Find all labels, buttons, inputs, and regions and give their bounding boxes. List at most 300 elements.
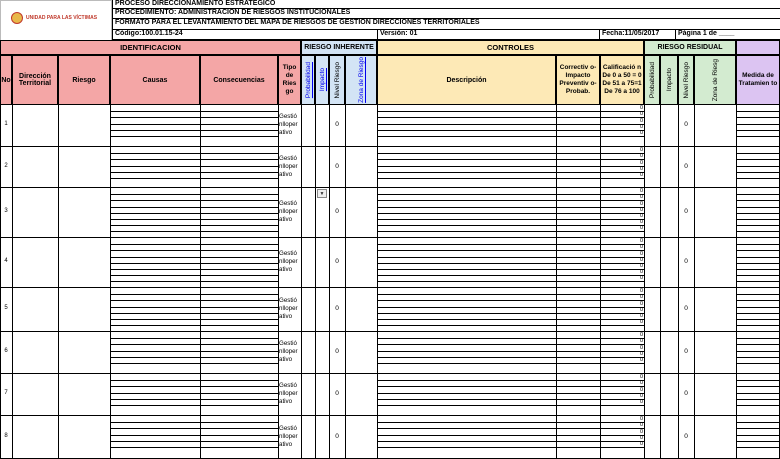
- residual-nivel-value: 0: [684, 348, 688, 355]
- subrow-line: [377, 166, 556, 167]
- calificacion-value: 0: [639, 350, 643, 357]
- subrow-line: [377, 200, 556, 201]
- col-medida[interactable]: [736, 55, 780, 105]
- subrow-line: [110, 325, 200, 326]
- nivel-riesgo-value: 0: [335, 390, 339, 397]
- column-divider: [736, 105, 737, 459]
- subrow-line: [736, 178, 780, 179]
- calificacion-value: 0: [639, 306, 643, 313]
- row-divider: [0, 373, 780, 374]
- subrow-line: [556, 269, 600, 270]
- subrow-line: [556, 166, 600, 167]
- col-res-probabilidad[interactable]: [644, 55, 660, 105]
- subrow-line: [556, 405, 600, 406]
- tipo-riesgo-value[interactable]: Gestió nlloper ativo: [279, 297, 298, 320]
- subrow-line: [377, 405, 556, 406]
- row-divider: [0, 146, 780, 147]
- subrow-line: [600, 136, 644, 137]
- subrow-line: [736, 393, 780, 394]
- calificacion-value: 0: [639, 165, 643, 172]
- subrow-line: [556, 213, 600, 214]
- col-res-zona[interactable]: [694, 55, 736, 105]
- subrow-line: [377, 435, 556, 436]
- subrow-line: [736, 166, 780, 167]
- subrow-line: [200, 386, 278, 387]
- col-tipo-label: Tipo de Ries go: [282, 64, 297, 95]
- subrow-line: [377, 250, 556, 251]
- subrow-line: [110, 399, 200, 400]
- col-no[interactable]: [0, 55, 12, 105]
- subrow-line: [556, 447, 600, 448]
- subrow-line: [556, 393, 600, 394]
- subrow-line: [110, 313, 200, 314]
- subrow-line: [556, 422, 600, 423]
- section-riesgo-residual: [644, 40, 736, 55]
- subrow-line: [377, 194, 556, 195]
- tipo-riesgo-value[interactable]: Gestió nlloper ativo: [279, 382, 298, 405]
- subrow-line: [200, 344, 278, 345]
- subrow-line: [110, 300, 200, 301]
- subrow-line: [110, 166, 200, 167]
- subrow-line: [556, 307, 600, 308]
- procedure-title: PROCEDIMIENTO: ADMINISTRACION DE RIESGOS INSTITUCIONALES: [112, 9, 780, 19]
- tipo-riesgo-value[interactable]: Gestió nlloper ativo: [279, 200, 298, 223]
- subrow-line: [110, 124, 200, 125]
- subrow-line: [556, 386, 600, 387]
- subrow-line: [200, 338, 278, 339]
- calificacion-value: 0: [639, 374, 643, 381]
- column-divider: [345, 105, 346, 459]
- subrow-line: [736, 441, 780, 442]
- subrow-line: [110, 275, 200, 276]
- subrow-line: [200, 363, 278, 364]
- calificacion-value: 0: [639, 200, 643, 207]
- subrow-line: [110, 363, 200, 364]
- subrow-line: [110, 269, 200, 270]
- subrow-line: [556, 194, 600, 195]
- calificacion-value: 0: [639, 399, 643, 405]
- calificacion-value: 0: [639, 250, 643, 257]
- calificacion-value: 0: [639, 392, 643, 399]
- subrow-line: [600, 325, 644, 326]
- tipo-riesgo-value[interactable]: Gestió nlloper ativo: [279, 250, 298, 273]
- subrow-line: [200, 136, 278, 137]
- subrow-line: [556, 250, 600, 251]
- residual-nivel-value: 0: [684, 208, 688, 215]
- subrow-line: [736, 447, 780, 448]
- column-divider: [556, 105, 557, 459]
- col-correctivo[interactable]: [556, 55, 600, 105]
- dropdown-arrow-icon[interactable]: ▼: [317, 189, 327, 198]
- subrow-line: [556, 294, 600, 295]
- subrow-line: [736, 313, 780, 314]
- subrow-line: [377, 231, 556, 232]
- row-divider: [0, 237, 780, 238]
- section-medida: [736, 40, 780, 55]
- subrow-line: [736, 294, 780, 295]
- subrow-line: [200, 117, 278, 118]
- subrow-line: [736, 307, 780, 308]
- column-divider: [110, 105, 111, 459]
- subrow-line: [736, 386, 780, 387]
- col-probabilidad[interactable]: [301, 55, 315, 105]
- row-number: 1: [4, 121, 8, 127]
- subrow-line: [736, 250, 780, 251]
- section-inherente-label: RIESGO INHERENTE: [304, 44, 374, 51]
- subrow-line: [110, 344, 200, 345]
- col-descripcion[interactable]: [377, 55, 556, 105]
- column-divider: [678, 105, 679, 459]
- subrow-line: [200, 281, 278, 282]
- subrow-line: [200, 351, 278, 352]
- calificacion-value: 0: [639, 288, 643, 295]
- subrow-line: [556, 338, 600, 339]
- calificacion-value: 0: [639, 105, 643, 112]
- subrow-line: [110, 294, 200, 295]
- format-title: FORMATO PARA EL LEVANTAMIENTO DEL MAPA DE RIESGOS DE GESTION DIRECCIONES TERRITORIALES: [112, 19, 780, 30]
- calificacion-value: 0: [639, 275, 643, 282]
- subrow-line: [556, 159, 600, 160]
- subrow-line: [200, 159, 278, 160]
- subrow-line: [736, 319, 780, 320]
- col-res-nivel-label: Nivel Riesgo: [682, 61, 690, 99]
- tipo-riesgo-value[interactable]: Gestió nlloper ativo: [279, 154, 298, 178]
- subrow-line: [556, 244, 600, 245]
- subrow-line: [200, 153, 278, 154]
- subrow-line: [736, 244, 780, 245]
- subrow-line: [736, 300, 780, 301]
- subrow-line: [200, 435, 278, 436]
- calificacion-value: 0: [639, 344, 643, 351]
- calificacion-value: 0: [639, 147, 643, 154]
- column-divider: [329, 105, 330, 459]
- col-probabilidad-label[interactable]: Probabilidad: [304, 61, 312, 99]
- subrow-line: [556, 225, 600, 226]
- col-direccion[interactable]: [12, 55, 58, 105]
- subrow-line: [200, 263, 278, 264]
- subrow-line: [736, 269, 780, 270]
- process-title: PROCESO DIRECCIONAMIENTO ESTRATEGICO: [112, 0, 780, 9]
- calificacion-value: 0: [639, 319, 643, 326]
- col-nivel-riesgo[interactable]: [329, 55, 345, 105]
- subrow-line: [377, 153, 556, 154]
- calificacion-value: 0: [639, 441, 643, 447]
- calificacion-value: 0: [639, 153, 643, 160]
- subrow-line: [377, 386, 556, 387]
- calificacion-value: 0: [639, 357, 643, 363]
- subrow-line: [110, 200, 200, 201]
- subrow-line: [736, 351, 780, 352]
- column-divider: [58, 105, 59, 459]
- col-res-zona-label: Zona de Riesg: [711, 58, 719, 102]
- subrow-line: [110, 136, 200, 137]
- calificacion-value: 0: [639, 188, 643, 195]
- col-calificacion[interactable]: [600, 55, 644, 105]
- section-residual-label: RIESGO RESIDUAL: [657, 44, 723, 51]
- tipo-riesgo-value[interactable]: Gestió nlloper ativo: [279, 340, 298, 363]
- subrow-line: [377, 300, 556, 301]
- subrow-line: [736, 207, 780, 208]
- subrow-line: [377, 263, 556, 264]
- col-res-nivel[interactable]: [678, 55, 694, 105]
- calificacion-value: 0: [639, 244, 643, 251]
- calificacion-value: 0: [639, 225, 643, 232]
- nivel-riesgo-value: 0: [335, 208, 339, 215]
- subrow-line: [736, 219, 780, 220]
- calificacion-value: 0: [639, 111, 643, 118]
- column-divider: [694, 105, 695, 459]
- subrow-line: [377, 363, 556, 364]
- subrow-line: [556, 363, 600, 364]
- col-impacto[interactable]: [315, 55, 329, 105]
- subrow-line: [200, 250, 278, 251]
- column-divider: [377, 105, 378, 459]
- subrow-line: [736, 194, 780, 195]
- subrow-line: [736, 405, 780, 406]
- row-divider: [0, 415, 780, 416]
- subrow-line: [556, 344, 600, 345]
- column-divider: [315, 105, 316, 459]
- colombia-seal-icon: [11, 12, 23, 24]
- subrow-line: [556, 231, 600, 232]
- subrow-line: [377, 325, 556, 326]
- calificacion-value: 0: [639, 194, 643, 201]
- subrow-line: [377, 136, 556, 137]
- subrow-line: [377, 244, 556, 245]
- section-identificacion-label: IDENTIFICACION: [120, 43, 181, 52]
- subrow-line: [736, 153, 780, 154]
- tipo-riesgo-value[interactable]: Gestió nlloper ativo: [279, 424, 298, 448]
- subrow-line: [736, 159, 780, 160]
- subrow-line: [200, 325, 278, 326]
- column-divider: [660, 105, 661, 459]
- calificacion-value: 0: [639, 422, 643, 429]
- subrow-line: [110, 225, 200, 226]
- calificacion-value: 0: [639, 300, 643, 307]
- subrow-line: [200, 393, 278, 394]
- subrow-line: [377, 338, 556, 339]
- subrow-line: [110, 428, 200, 429]
- subrow-line: [200, 244, 278, 245]
- col-impacto-label[interactable]: Impacto: [318, 68, 326, 92]
- subrow-line: [110, 178, 200, 179]
- section-controles-label: CONTROLES: [486, 43, 535, 52]
- subrow-line: [736, 117, 780, 118]
- subrow-line: [377, 275, 556, 276]
- col-medida-label: Medida de Tratamien to: [738, 72, 778, 87]
- subrow-line: [200, 275, 278, 276]
- calificacion-value: 0: [639, 294, 643, 301]
- subrow-line: [377, 447, 556, 448]
- col-descripcion-label: Descripción: [446, 76, 487, 84]
- subrow-line: [200, 207, 278, 208]
- calificacion-value: 0: [639, 269, 643, 276]
- row-divider: [0, 187, 780, 188]
- section-controles: [377, 40, 644, 55]
- subrow-line: [556, 178, 600, 179]
- subrow-line: [200, 172, 278, 173]
- subrow-line: [110, 338, 200, 339]
- subrow-line: [377, 357, 556, 358]
- col-res-impacto[interactable]: [660, 55, 678, 105]
- calificacion-value: 0: [639, 263, 643, 269]
- calificacion-value: 0: [639, 386, 643, 393]
- col-calificacion-label: Calificació n De 0 a 50 = 0 De 51 a 75=1 De 76 a 100: [602, 64, 642, 95]
- subrow-line: [600, 281, 644, 282]
- subrow-line: [736, 363, 780, 364]
- subrow-line: [600, 405, 644, 406]
- subrow-line: [736, 275, 780, 276]
- subrow-line: [200, 441, 278, 442]
- subrow-line: [556, 357, 600, 358]
- subrow-line: [556, 313, 600, 314]
- subrow-line: [377, 380, 556, 381]
- subrow-line: [200, 319, 278, 320]
- subrow-line: [200, 313, 278, 314]
- subrow-line: [556, 441, 600, 442]
- subrow-line: [110, 435, 200, 436]
- subrow-line: [110, 219, 200, 220]
- subrow-line: [556, 117, 600, 118]
- subrow-line: [377, 219, 556, 220]
- subrow-line: [110, 130, 200, 131]
- subrow-line: [110, 172, 200, 173]
- logo-text: UNIDAD PARA LAS VÍCTIMAS: [26, 15, 98, 21]
- subrow-line: [110, 213, 200, 214]
- tipo-riesgo-value[interactable]: Gestió nlloper ativo: [279, 113, 298, 136]
- subrow-line: [200, 269, 278, 270]
- subrow-line: [110, 307, 200, 308]
- subrow-line: [110, 386, 200, 387]
- subrow-line: [200, 219, 278, 220]
- subrow-line: [200, 357, 278, 358]
- column-divider: [200, 105, 201, 459]
- calificacion-value: 0: [639, 172, 643, 178]
- col-zona-riesgo[interactable]: [345, 55, 377, 105]
- calificacion-value: 0: [639, 206, 643, 213]
- subrow-line: [377, 393, 556, 394]
- subrow-line: [377, 351, 556, 352]
- subrow-line: [200, 422, 278, 423]
- subrow-line: [556, 172, 600, 173]
- subrow-line: [736, 213, 780, 214]
- subrow-line: [377, 399, 556, 400]
- row-divider: [0, 287, 780, 288]
- residual-nivel-value: 0: [684, 121, 688, 128]
- calificacion-value: 0: [639, 123, 643, 130]
- col-riesgo-label: Riesgo: [72, 76, 96, 84]
- subrow-line: [200, 307, 278, 308]
- subrow-line: [200, 200, 278, 201]
- subrow-line: [200, 405, 278, 406]
- subrow-line: [736, 263, 780, 264]
- subrow-line: [556, 428, 600, 429]
- subrow-line: [736, 435, 780, 436]
- subrow-line: [736, 111, 780, 112]
- col-zona-riesgo-label[interactable]: Zona de Riesgo: [357, 57, 365, 103]
- col-nivel-riesgo-label: Nivel Riesgo: [333, 61, 341, 99]
- code-label: Código:100.01.15-24: [112, 30, 378, 40]
- subrow-line: [600, 363, 644, 364]
- subrow-line: [736, 399, 780, 400]
- risk-table-body: [0, 105, 780, 459]
- residual-nivel-value: 0: [684, 258, 688, 265]
- subrow-line: [200, 231, 278, 232]
- subrow-line: [377, 213, 556, 214]
- row-number: 7: [4, 390, 8, 396]
- col-no-label: No: [1, 76, 11, 84]
- row-number: 6: [4, 348, 8, 354]
- subrow-line: [110, 405, 200, 406]
- subrow-line: [556, 136, 600, 137]
- subrow-line: [377, 124, 556, 125]
- subrow-line: [736, 428, 780, 429]
- subrow-line: [200, 300, 278, 301]
- subrow-line: [200, 257, 278, 258]
- subrow-line: [110, 422, 200, 423]
- subrow-line: [377, 159, 556, 160]
- nivel-riesgo-value: 0: [335, 162, 339, 170]
- logo-cell: [0, 0, 112, 41]
- col-causas-label: Causas: [142, 76, 168, 84]
- subrow-line: [377, 441, 556, 442]
- subrow-line: [736, 325, 780, 326]
- page-label: Página 1 de ____: [676, 30, 780, 40]
- subrow-line: [556, 124, 600, 125]
- subrow-line: [600, 447, 644, 448]
- subrow-line: [200, 130, 278, 131]
- col-consecuencias[interactable]: [200, 55, 278, 105]
- subrow-line: [110, 351, 200, 352]
- nivel-riesgo-value: 0: [335, 258, 339, 265]
- subrow-line: [377, 269, 556, 270]
- subrow-line: [200, 194, 278, 195]
- subrow-line: [736, 231, 780, 232]
- col-tipo[interactable]: [278, 55, 301, 105]
- subrow-line: [377, 307, 556, 308]
- subrow-line: [110, 319, 200, 320]
- subrow-line: [377, 178, 556, 179]
- subrow-line: [110, 447, 200, 448]
- section-riesgo-inherente: [301, 40, 377, 55]
- subrow-line: [110, 357, 200, 358]
- subrow-line: [736, 380, 780, 381]
- calificacion-value: 0: [639, 219, 643, 226]
- column-divider: [600, 105, 601, 459]
- subrow-line: [736, 225, 780, 226]
- section-identificacion: [0, 40, 301, 55]
- subrow-line: [556, 325, 600, 326]
- column-divider: [0, 105, 1, 459]
- col-causas[interactable]: [110, 55, 200, 105]
- subrow-line: [736, 357, 780, 358]
- calificacion-value: 0: [639, 313, 643, 319]
- subrow-line: [377, 130, 556, 131]
- subrow-line: [200, 294, 278, 295]
- subrow-line: [377, 257, 556, 258]
- residual-nivel-value: 0: [684, 162, 688, 170]
- calificacion-value: 0: [639, 159, 643, 166]
- subrow-line: [377, 428, 556, 429]
- row-number: 3: [4, 208, 8, 214]
- subrow-line: [556, 130, 600, 131]
- calificacion-value: 0: [639, 130, 643, 136]
- subrow-line: [110, 231, 200, 232]
- col-riesgo[interactable]: [58, 55, 110, 105]
- subrow-line: [556, 351, 600, 352]
- subrow-line: [110, 250, 200, 251]
- column-divider: [278, 105, 279, 459]
